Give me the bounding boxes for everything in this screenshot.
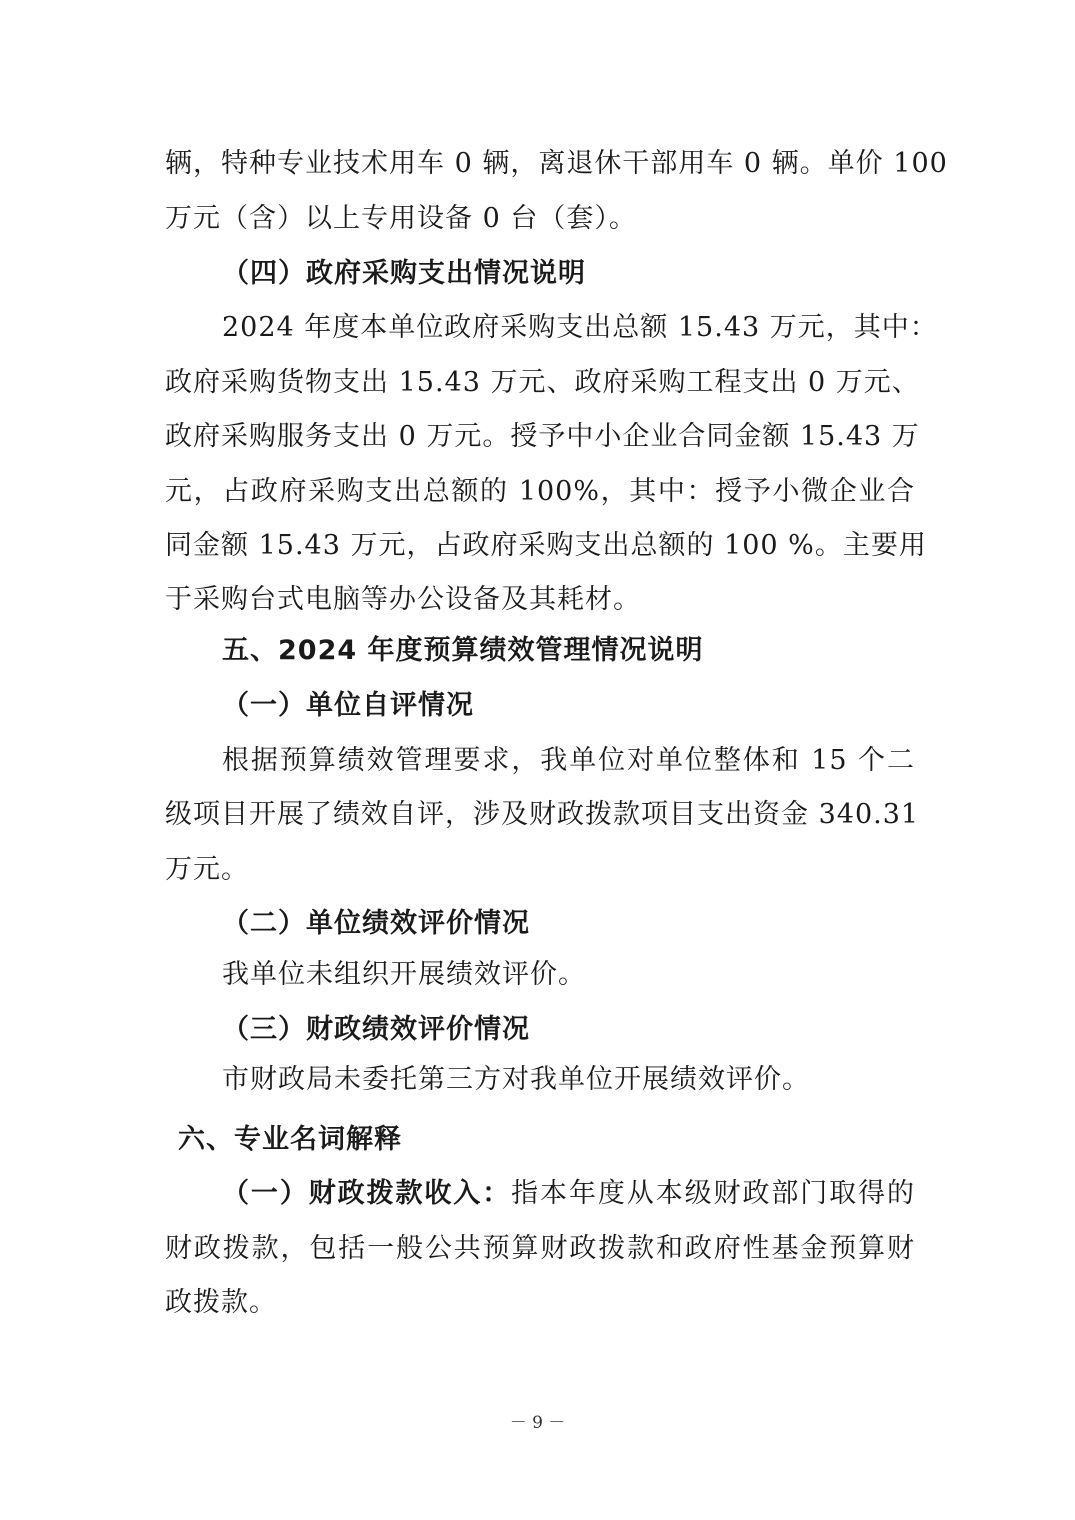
glossary-term-1-line-3: 政拨款。 xyxy=(165,1287,277,1318)
procurement-line-2: 政府采购货物支出 15.43 万元、政府采购工程支出 0 万元、 xyxy=(165,367,920,398)
procurement-line-4: 元，占政府采购支出总额的 100%，其中：授予小微企业合 xyxy=(165,476,915,507)
vehicles-line-1: 辆，特种专业技术用车 0 辆，离退休干部用车 0 辆。单价 100 xyxy=(165,148,948,179)
self-eval-line-3: 万元。 xyxy=(165,854,249,885)
performance-heading: 五、2024 年度预算绩效管理情况说明 xyxy=(222,635,704,666)
procurement-line-1: 2024 年度本单位政府采购支出总额 15.43 万元，其中： xyxy=(222,312,938,343)
procurement-line-3: 政府采购服务支出 0 万元。授予中小企业合同金额 15.43 万 xyxy=(165,421,920,452)
self-eval-heading: （一）单位自评情况 xyxy=(222,690,474,721)
unit-eval-heading: （二）单位绩效评价情况 xyxy=(222,908,530,939)
page-number: － 9 － xyxy=(509,1413,566,1433)
procurement-line-5: 同金额 15.43 万元，占政府采购支出总额的 100 %。主要用 xyxy=(165,530,927,561)
finance-eval-text: 市财政局未委托第三方对我单位开展绩效评价。 xyxy=(222,1064,810,1095)
glossary-term-1-line-2: 财政拨款，包括一般公共预算财政拨款和政府性基金预算财 xyxy=(165,1233,915,1264)
glossary-term-1-line-1-rest: 指本年度从本级财政部门取得的 xyxy=(511,1178,916,1209)
self-eval-line-2: 级项目开展了绩效自评，涉及财政拨款项目支出资金 340.31 xyxy=(165,799,920,830)
procurement-line-6: 于采购台式电脑等办公设备及其耗材。 xyxy=(165,584,641,615)
self-eval-line-1: 根据预算绩效管理要求，我单位对单位整体和 15 个二 xyxy=(222,745,915,776)
finance-eval-heading: （三）财政绩效评价情况 xyxy=(222,1014,530,1045)
procurement-heading: （四）政府采购支出情况说明 xyxy=(222,258,586,289)
glossary-term-1-label: （一）财政拨款收入： xyxy=(222,1178,512,1209)
glossary-term-1-line-1 xyxy=(222,1176,915,1212)
vehicles-line-2: 万元（含）以上专用设备 0 台（套）。 xyxy=(165,203,637,234)
glossary-heading: 六、专业名词解释 xyxy=(178,1124,402,1155)
unit-eval-text: 我单位未组织开展绩效评价。 xyxy=(222,959,586,990)
